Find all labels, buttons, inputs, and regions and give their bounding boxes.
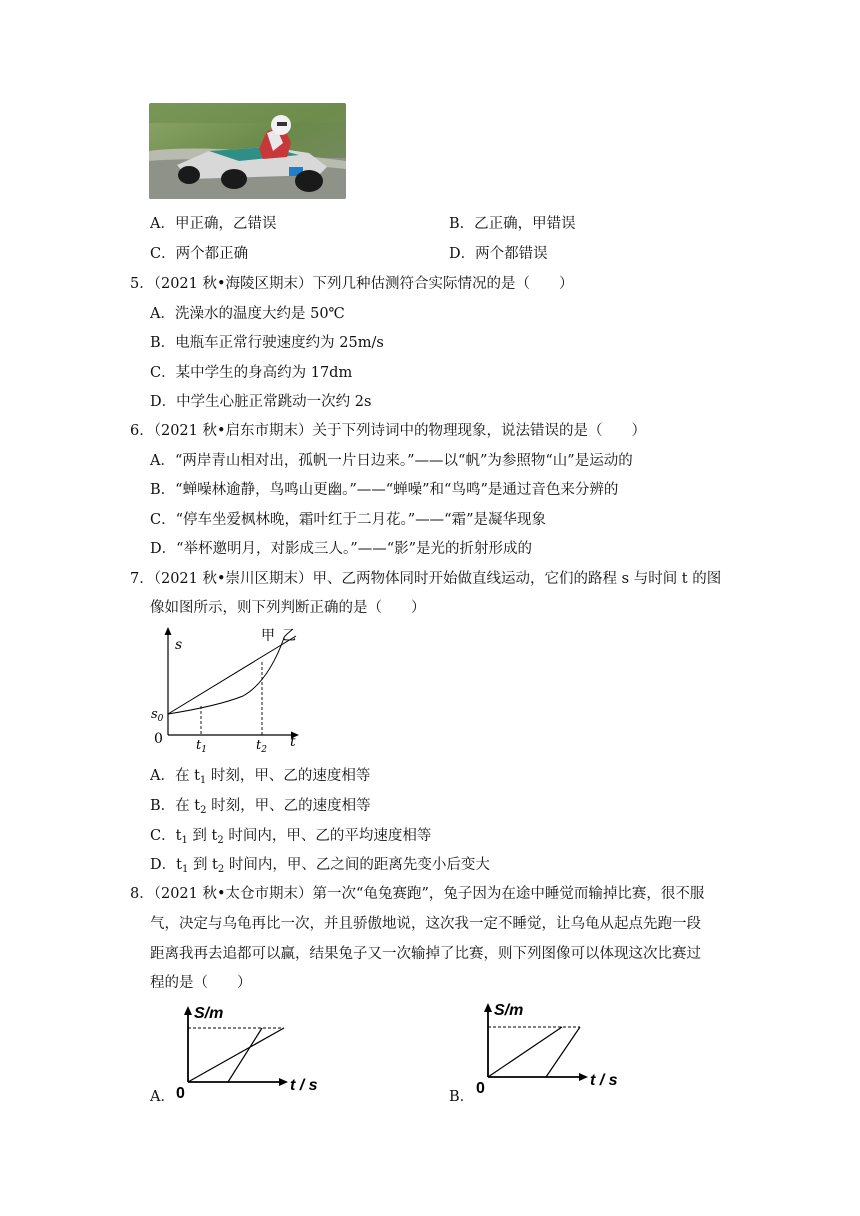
q7-option-b[interactable]: B．在 $t_2$ 时刻，甲、乙的速度相等 (150, 798, 371, 816)
q5-stem: 5．（2021 秋•海陵区期末）下列几种估测符合实际情况的是（ ） (130, 276, 574, 292)
q8a-line-1 (188, 1028, 284, 1082)
q8-graph-a-letter[interactable]: A． (150, 1089, 175, 1105)
q7-option-a[interactable]: A．在 $t_1$ 时刻，甲、乙的速度相等 (150, 768, 371, 786)
q5-option-d[interactable]: D．中学生心脏正常跳动一次约 2s (150, 394, 372, 410)
q4-option-d[interactable]: D．两个都错误 (449, 246, 548, 262)
q7-series-yi (168, 636, 296, 714)
q7-series-jia (168, 638, 284, 714)
q8a-x-arrow (279, 1078, 288, 1086)
q6-stem: 6．（2021 秋•启东市期末）关于下列诗词中的物理现象，说法错误的是（ ） (130, 423, 647, 439)
q4-option-b[interactable]: B．乙正确，甲错误 (449, 216, 576, 232)
q8a-origin: 0 (176, 1085, 185, 1100)
q8b-xlabel: t / s (590, 1072, 618, 1089)
q5-option-a[interactable]: A．洗澡水的温度大约是 50℃ (150, 306, 345, 322)
q5-option-b[interactable]: B．电瓶车正常行驶速度约为 25m/s (150, 335, 384, 351)
go-kart-photo (149, 103, 346, 199)
q7-ylabel: s (175, 637, 183, 653)
q8b-origin: 0 (476, 1080, 485, 1097)
q6-option-a[interactable]: A．“两岸青山相对出，孤帆一片日边来。”——以“帆”为参照物“山”是运动的 (150, 453, 633, 469)
q8a-xlabel: t / s (290, 1077, 318, 1094)
q7-series-yi-label: 乙 (282, 628, 296, 644)
q7-stem-line2: 像如图所示，则下列判断正确的是（ ） (150, 600, 426, 616)
q8b-y-arrow (484, 1003, 492, 1012)
q8-graph-a (172, 1000, 332, 1100)
q8b-ylabel: S/m (494, 1002, 524, 1019)
q8a-y-arrow (184, 1006, 192, 1015)
q8-graph-b (472, 997, 632, 1097)
q7-xlabel: t (290, 734, 296, 750)
q7-option-c[interactable]: C．$t_1$ 到 $t_2$ 时间内，甲、乙的平均速度相等 (150, 828, 432, 846)
q7-option-d[interactable]: D．$t_1$ 到 $t_2$ 时间内，甲、乙之间的距离先变小后变大 (150, 857, 490, 875)
q7-t2-label: $t_2$ (256, 738, 267, 754)
q8-graph-b-letter[interactable]: B． (449, 1089, 475, 1105)
q8b-x-arrow (579, 1073, 588, 1081)
q7-y-arrow (165, 627, 172, 635)
q7-series-jia-label: 甲 (261, 628, 275, 644)
q8a-line-2 (228, 1028, 262, 1082)
q7-graph (148, 622, 308, 754)
q7-s0-label: $s_0$ (151, 707, 164, 724)
q8-stem-line3: 距离我再去追都可以赢，结果兔子又一次输掉了比赛，则下列图像可以体现这次比赛过 (150, 946, 701, 962)
q6-option-c[interactable]: C．“停车坐爱枫林晚，霜叶红于二月花。”——“霜”是凝华现象 (150, 512, 547, 528)
q7-t1-label: $t_1$ (196, 738, 207, 754)
go-kart-image (149, 103, 346, 199)
q4-option-a[interactable]: A．甲正确，乙错误 (150, 216, 277, 232)
q4-option-c[interactable]: C．两个都正确 (150, 246, 249, 262)
q8-stem-line2: 气，决定与乌龟再比一次，并且骄傲地说，这次我一定不睡觉，让乌龟从起点先跑一段 (150, 916, 701, 932)
q6-option-b[interactable]: B．“蝉噪林逾静，鸟鸣山更幽。”——“蝉噪”和“鸟鸣”是通过音色来分辨的 (150, 482, 619, 498)
q8-stem-line1: 8．（2021 秋•太仓市期末）第一次“龟兔赛跑”，兔子因为在途中睡觉而输掉比赛，很不服 (130, 886, 705, 902)
q8a-ylabel: S/m (194, 1005, 224, 1022)
q6-option-d[interactable]: D．“举杯邀明月，对影成三人。”——“影”是光的折射形成的 (150, 541, 533, 557)
q7-origin: 0 (154, 731, 163, 747)
q8-stem-line4: 程的是（ ） (150, 975, 252, 991)
q5-option-c[interactable]: C．某中学生的身高约为 17dm (150, 365, 353, 381)
q7-stem-line1: 7．（2021 秋•崇川区期末）甲、乙两物体同时开始做直线运动，它们的路程 s 与时间 t 的图 (130, 571, 722, 587)
